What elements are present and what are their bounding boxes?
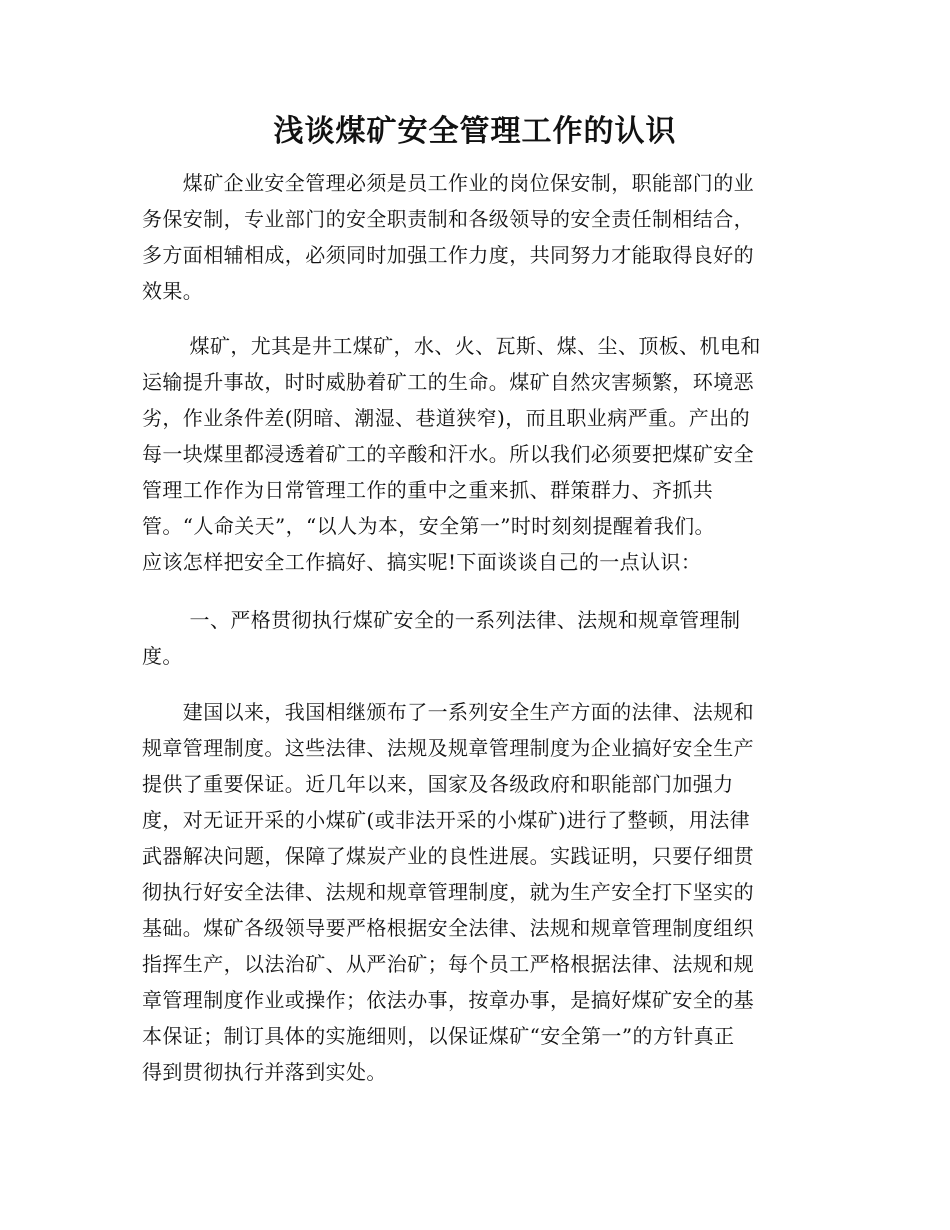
text-line: 多方面相辅相成，必须同时加强工作力度，共同努力才能取得良好的 — [142, 243, 754, 267]
text-line: 每一块煤里都浸透着矿工的辛酸和汗水。所以我们必须要把煤矿安全 — [142, 442, 754, 466]
text-line: 务保安制，专业部门的安全职责制和各级领导的安全责任制相结合， — [142, 207, 754, 231]
text-line: 武器解决问题，保障了煤炭产业的良性进展。实践证明，只要仔细贯 — [142, 844, 754, 868]
text-line: 指挥生产，以法治矿、从严治矿；每个员工严格根据法律、法规和规 — [142, 952, 754, 976]
text-line: 煤矿，尤其是井工煤矿，水、火、瓦斯、煤、尘、顶板、机电和 — [142, 334, 761, 358]
text-line: 基础。煤矿各级领导要严格根据安全法律、法规和规章管理制度组织 — [142, 916, 754, 940]
text-line: 运输提升事故，时时威胁着矿工的生命。煤矿自然灾害频繁，环境恶 — [142, 370, 754, 394]
text-line: 规章管理制度。这些法律、法规及规章管理制度为企业搞好安全生产 — [142, 736, 754, 760]
text-line: 提供了重要保证。近几年以来，国家及各级政府和职能部门加强力 — [142, 772, 734, 796]
text-line: 建国以来，我国相继颁布了一系列安全生产方面的法律、法规和 — [142, 700, 754, 724]
text-line: 应该怎样把安全工作搞好、搞实呢!下面谈谈自己的一点认识： — [142, 550, 702, 574]
document-title: 浅谈煤矿安全管理工作的认识 — [273, 114, 677, 149]
text-line: 度，对无证开采的小煤矿(或非法开采的小煤矿)进行了整顿，用法律 — [142, 808, 751, 832]
text-line: 一、严格贯彻执行煤矿安全的一系列法律、法规和规章管理制 — [142, 608, 741, 632]
text-line: 煤矿企业安全管理必须是员工作业的岗位保安制，职能部门的业 — [142, 171, 754, 195]
text-line: 得到贯彻执行并落到实处。 — [142, 1060, 387, 1084]
text-line: 管。“人命关天”，“以人为本，安全第一”时时刻刻提醒着我们。 — [142, 514, 715, 538]
text-line: 彻执行好安全法律、法规和规章管理制度，就为生产安全打下坚实的 — [142, 880, 754, 904]
text-line: 效果。 — [142, 279, 204, 303]
text-line: 劣，作业条件差(阴暗、潮湿、巷道狭窄)，而且职业病严重。产出的 — [142, 406, 751, 430]
text-line: 管理工作作为日常管理工作的重中之重来抓、群策群力、齐抓共 — [142, 478, 714, 502]
text-line: 度。 — [142, 644, 183, 668]
text-line: 章管理制度作业或操作；依法办事，按章办事，是搞好煤矿安全的基 — [142, 988, 754, 1012]
text-line: 本保证；制订具体的实施细则，以保证煤矿“安全第一”的方针真正 — [142, 1024, 735, 1048]
